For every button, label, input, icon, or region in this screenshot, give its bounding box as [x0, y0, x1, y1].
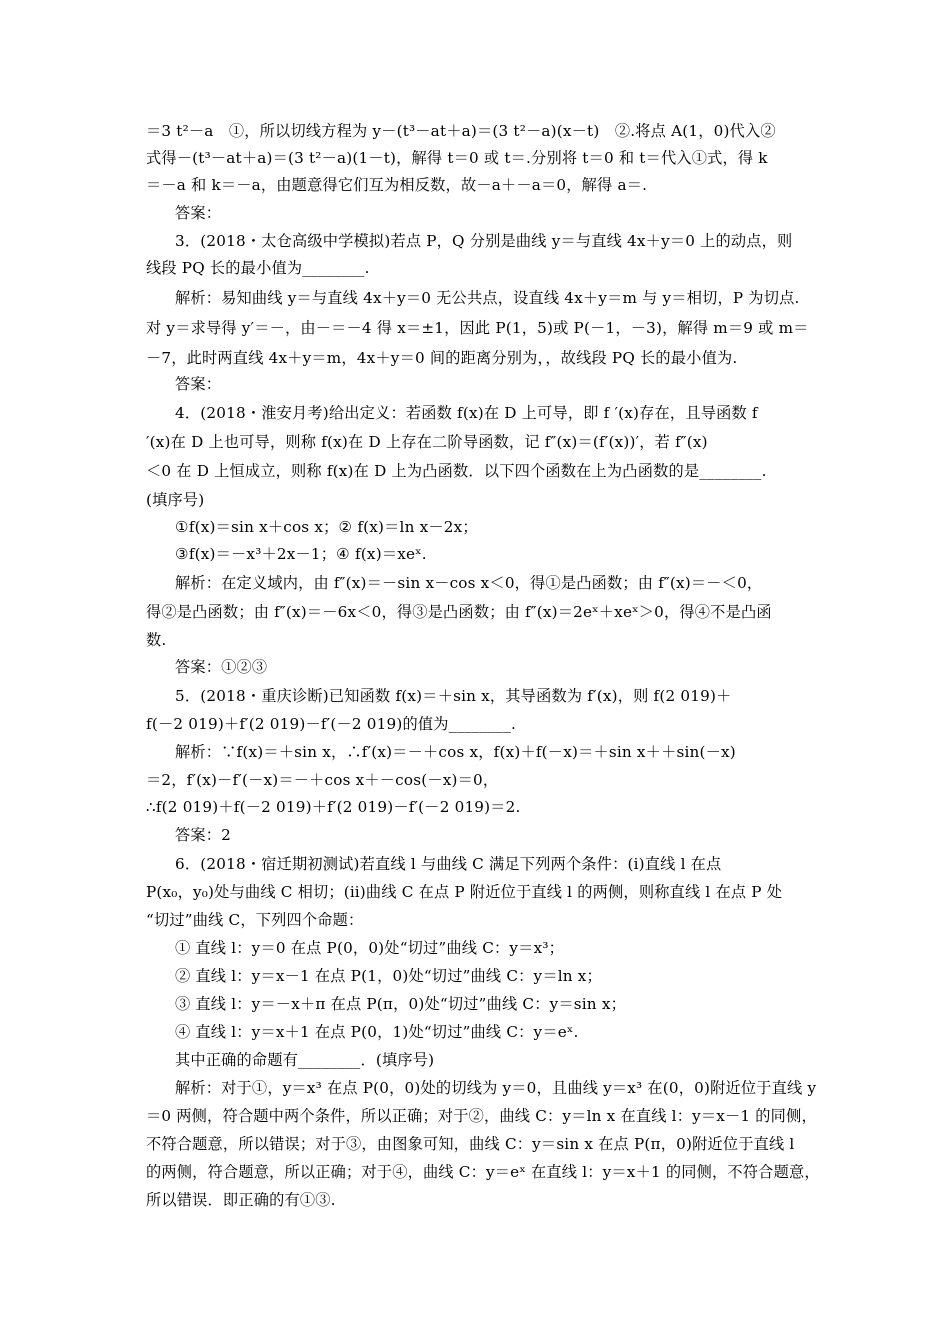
text-line: 线段 PQ 长的最小值为________.	[146, 259, 370, 277]
text-line: ＝2，f′(x)－f′(－x)＝－＋cos x＋－cos(－x)＝0，	[146, 771, 499, 789]
proposition-line: ② 直线 l：y＝x－1 在点 P(1，0)处“切过”曲线 C：y＝ln x；	[175, 967, 602, 985]
text-line: ＝0 两侧，符合题中两个条件，所以正确；对于②，曲线 C：y＝ln x 在直线 l：y＝x－1 的同侧，	[146, 1107, 817, 1125]
proposition-line: ④ 直线 l：y＝x＋1 在点 P(0，1)处“切过”曲线 C：y＝eˣ.	[175, 1023, 579, 1041]
option-line: ①f(x)＝sin x＋cos x；② f(x)＝ln x－2x；	[175, 518, 478, 536]
text-line: ＜0 在 D 上恒成立，则称 f(x)在 D 上为凸函数．以下四个函数在上为凸函数的是________.	[146, 462, 767, 480]
text-line: 不符合题意，所以错误；对于③，由图象可知，曲线 C：y＝sin x 在点 P(π，0)附近位于直线 l	[146, 1135, 795, 1153]
text-line: ＝3 t²－a ①，所以切线方程为 y－(t³－at＋a)＝(3 t²－a)(x－t) ②.将点 A(1，0)代入②	[146, 122, 776, 140]
answer-label: 答案：	[175, 375, 222, 393]
solution-4-text: 解析：在定义域内，由 f″(x)＝－sin x－cos x＜0，得①是凸函数；由 f″(x)＝－＜0，	[175, 574, 763, 592]
proposition-line: ① 直线 l：y＝0 在点 P(0，0)处“切过”曲线 C：y＝x³；	[175, 939, 565, 957]
text-line: 其中正确的命题有________．(填序号)	[175, 1051, 435, 1069]
solution-5-text: 解析：∵f(x)＝＋sin x，∴f′(x)＝－＋cos x，f(x)＋f(－x)＝＋sin x＋＋sin(－x)	[175, 743, 736, 761]
option-line: ③f(x)＝－x³＋2x－1；④ f(x)＝xeˣ.	[175, 545, 427, 563]
text-line: 式得－(t³－at＋a)＝(3 t²－a)(1－t)，解得 t＝0 或 t＝.分别将 t＝0 和 t＝代入①式，得 k	[146, 149, 768, 167]
answer-label: 答案：	[175, 204, 222, 222]
solution-3-text: 解析：易知曲线 y＝与直线 4x＋y＝0 无公共点，设直线 4x＋y＝m 与 y＝相切，P 为切点.	[175, 289, 800, 307]
text-line: 的两侧，符合题意，所以正确；对于④，曲线 C：y＝eˣ 在直线 l：y＝x＋1 的同侧，不符合题意，	[146, 1163, 820, 1181]
text-line: 所以错误．即正确的有①③.	[146, 1191, 336, 1209]
text-line: 得②是凸函数；由 f″(x)＝－6x＜0，得③是凸函数；由 f″(x)＝2eˣ＋xeˣ＞0，得④不是凸函	[146, 603, 772, 621]
solution-6-text: 解析：对于①，y＝x³ 在点 P(0，0)处的切线为 y＝0，且曲线 y＝x³ 在(0，0)附近位于直线 y	[175, 1079, 817, 1097]
answer-5: 答案：2	[175, 826, 232, 844]
problem-4-text: 4．(2018・淮安月考)给出定义：若函数 f(x)在 D 上可导，即 f ′(x)存在，且导函数 f	[175, 404, 758, 422]
text-line: ′(x)在 D 上也可导，则称 f(x)在 D 上存在二阶导函数，记 f″(x)＝(f′(x))′，若 f″(x)	[146, 433, 708, 451]
text-line: “切过”曲线 C，下列四个命题：	[146, 911, 364, 929]
proposition-line: ③ 直线 l：y＝－x＋π 在点 P(π，0)处“切过”曲线 C：y＝sin x；	[175, 995, 626, 1013]
text-line: P(x₀，y₀)处与曲线 C 相切；(ⅱ)曲线 C 在点 P 附近位于直线 l 的两侧，则称直线 l 在点 P 处	[146, 883, 783, 901]
problem-6-text: 6．(2018・宿迁期初测试)若直线 l 与曲线 C 满足下列两个条件：(ⅰ)直线 l 在点	[175, 855, 722, 873]
problem-5-text: 5．(2018・重庆诊断)已知函数 f(x)＝＋sin x，其导函数为 f′(x)，则 f(2 019)＋	[175, 687, 732, 705]
text-line: ＝－a 和 k＝－a，由题意得它们互为相反数，故－a＋－a＝0，解得 a＝.	[146, 176, 648, 194]
text-line: －7，此时两直线 4x＋y＝m，4x＋y＝0 间的距离分别为，，故线段 PQ 长的最小值为.	[146, 349, 738, 367]
text-line: (填序号)	[146, 491, 205, 509]
text-line: 对 y＝求导得 y′＝－，由－＝－4 得 x＝±1，因此 P(1，5)或 P(－1，－3)，解得 m＝9 或 m＝	[146, 319, 809, 337]
text-line: ∴f(2 019)＋f(－2 019)＋f′(2 019)－f′(－2 019)＝2.	[146, 798, 521, 816]
problem-3-text: 3．(2018・太仓高级中学模拟)若点 P，Q 分别是曲线 y＝与直线 4x＋y＝0 上的动点，则	[175, 232, 793, 250]
text-line: f(－2 019)＋f′(2 019)－f′(－2 019)的值为________.	[146, 715, 517, 733]
text-line: 数.	[146, 631, 167, 649]
answer-4: 答案：①②③	[175, 658, 268, 676]
